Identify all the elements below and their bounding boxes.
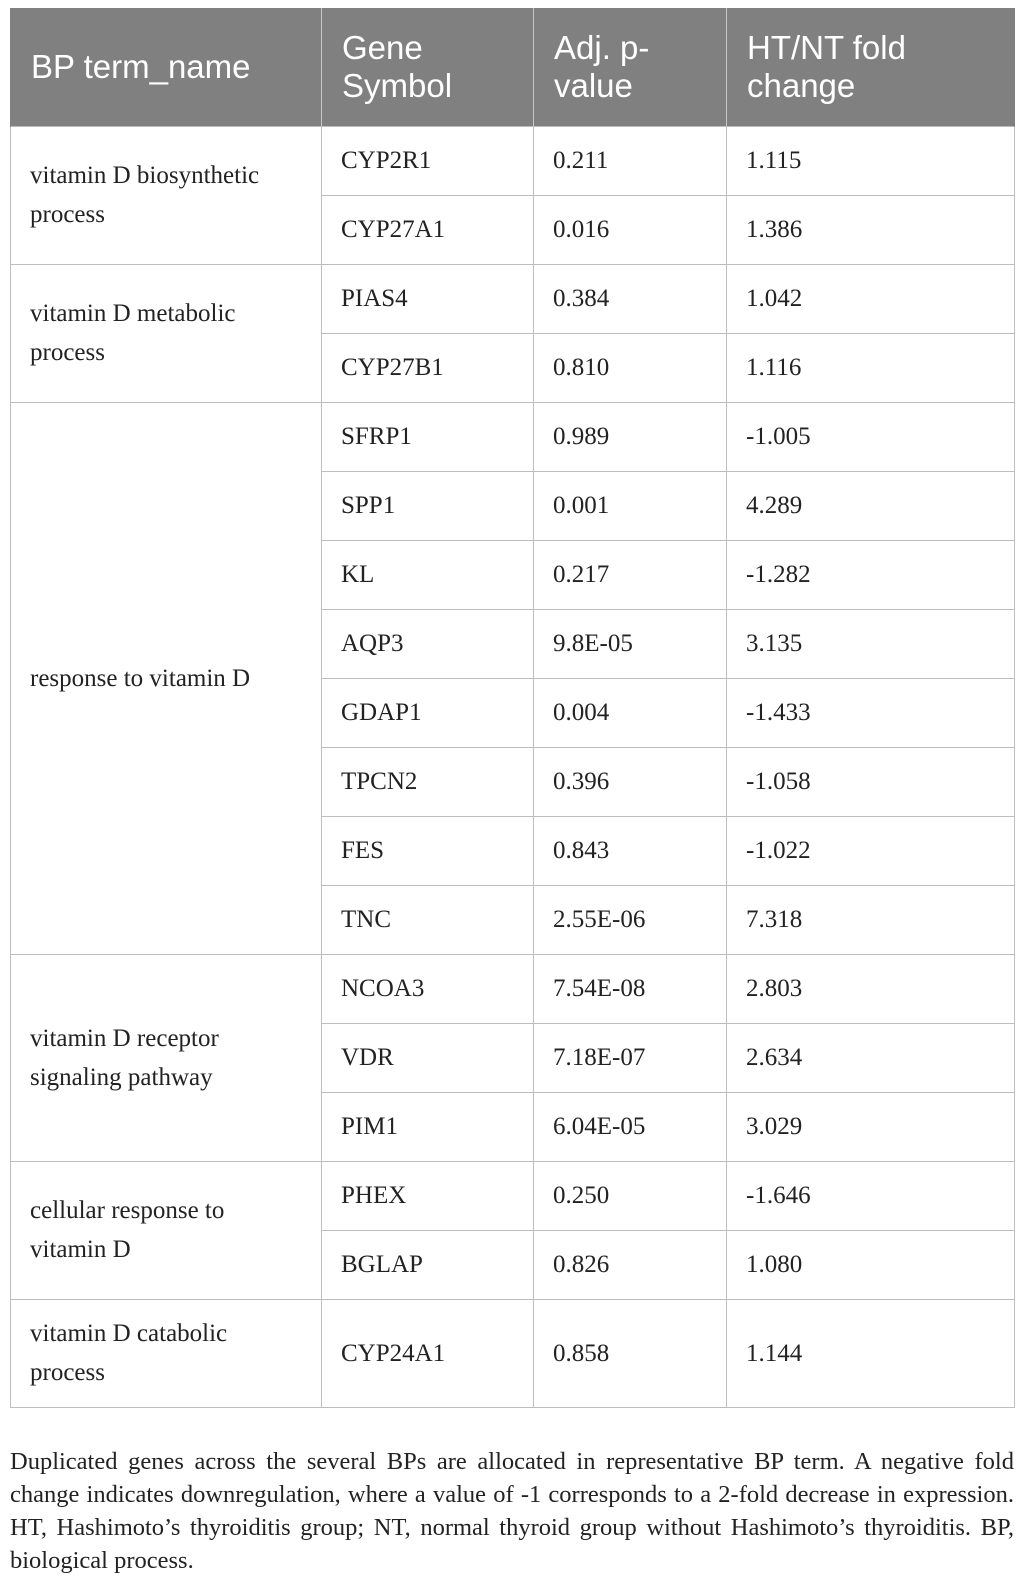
bp-term-cell: response to vitamin D bbox=[11, 402, 322, 954]
adj-p-value-cell: 0.989 bbox=[534, 402, 727, 471]
gene-symbol-cell: FES bbox=[322, 816, 534, 885]
table-container bbox=[10, 8, 1014, 1408]
gene-symbol-cell: PIM1 bbox=[322, 1092, 534, 1161]
header-fold-change: HT/NT fold change bbox=[727, 8, 1015, 126]
adj-p-value-cell: 9.8E-05 bbox=[534, 609, 727, 678]
fold-change-cell: 4.289 bbox=[727, 471, 1015, 540]
bp-term-cell: cellular response to vitamin D bbox=[11, 1161, 322, 1299]
gene-symbol-cell: AQP3 bbox=[322, 609, 534, 678]
fold-change-cell: 2.803 bbox=[727, 954, 1015, 1023]
table-row bbox=[11, 264, 1015, 333]
gene-symbol-cell: SPP1 bbox=[322, 471, 534, 540]
adj-p-value-cell: 2.55E-06 bbox=[534, 885, 727, 954]
bp-term-cell: vitamin D metabolic process bbox=[11, 264, 322, 402]
gene-symbol-cell: BGLAP bbox=[322, 1230, 534, 1299]
fold-change-cell: 1.386 bbox=[727, 195, 1015, 264]
fold-change-cell: 7.318 bbox=[727, 885, 1015, 954]
header-bp-term: BP term_name bbox=[11, 8, 322, 126]
fold-change-cell: -1.282 bbox=[727, 540, 1015, 609]
adj-p-value-cell: 0.001 bbox=[534, 471, 727, 540]
gene-symbol-cell: KL bbox=[322, 540, 534, 609]
table-row bbox=[11, 126, 1015, 195]
fold-change-cell: -1.058 bbox=[727, 747, 1015, 816]
table-row bbox=[11, 1161, 1015, 1230]
table-row bbox=[11, 402, 1015, 471]
adj-p-value-cell: 0.858 bbox=[534, 1299, 727, 1407]
adj-p-value-cell: 7.18E-07 bbox=[534, 1023, 727, 1092]
adj-p-value-cell: 0.843 bbox=[534, 816, 727, 885]
fold-change-cell: -1.005 bbox=[727, 402, 1015, 471]
gene-symbol-cell: CYP2R1 bbox=[322, 126, 534, 195]
table-footnote: Duplicated genes across the several BPs are allocated in representative BP term. A negative fold change indicates downregulation, where a value of -1 corresponds to a 2-fold decrease in expression. HT, Hashimoto’s thyroiditis group; NT, normal thyroid group without Hashimoto’s thyroiditis. BP, biological process. bbox=[10, 1447, 1014, 1574]
gene-symbol-cell: TNC bbox=[322, 885, 534, 954]
gene-symbol-cell: GDAP1 bbox=[322, 678, 534, 747]
fold-change-cell: -1.022 bbox=[727, 816, 1015, 885]
header-gene-symbol: Gene Symbol bbox=[322, 8, 534, 126]
adj-p-value-cell: 0.826 bbox=[534, 1230, 727, 1299]
gene-symbol-cell: PHEX bbox=[322, 1161, 534, 1230]
adj-p-value-cell: 0.810 bbox=[534, 333, 727, 402]
bp-term-cell: vitamin D biosynthetic process bbox=[11, 126, 322, 264]
adj-p-value-cell: 6.04E-05 bbox=[534, 1092, 727, 1161]
table-row bbox=[11, 1299, 1015, 1407]
fold-change-cell: 1.042 bbox=[727, 264, 1015, 333]
adj-p-value-cell: 7.54E-08 bbox=[534, 954, 727, 1023]
adj-p-value-cell: 0.250 bbox=[534, 1161, 727, 1230]
header-adj-p-value: Adj. p-value bbox=[534, 8, 727, 126]
gene-symbol-cell: SFRP1 bbox=[322, 402, 534, 471]
table-row bbox=[11, 954, 1015, 1023]
table-body bbox=[11, 126, 1015, 1407]
header-row bbox=[11, 8, 1015, 126]
fold-change-cell: -1.646 bbox=[727, 1161, 1015, 1230]
adj-p-value-cell: 0.004 bbox=[534, 678, 727, 747]
gene-symbol-cell: CYP24A1 bbox=[322, 1299, 534, 1407]
fold-change-cell: -1.433 bbox=[727, 678, 1015, 747]
fold-change-cell: 3.029 bbox=[727, 1092, 1015, 1161]
gene-symbol-cell: TPCN2 bbox=[322, 747, 534, 816]
gene-table bbox=[10, 8, 1015, 1408]
gene-symbol-cell: VDR bbox=[322, 1023, 534, 1092]
adj-p-value-cell: 0.016 bbox=[534, 195, 727, 264]
fold-change-cell: 1.144 bbox=[727, 1299, 1015, 1407]
adj-p-value-cell: 0.217 bbox=[534, 540, 727, 609]
fold-change-cell: 2.634 bbox=[727, 1023, 1015, 1092]
gene-symbol-cell: PIAS4 bbox=[322, 264, 534, 333]
fold-change-cell: 1.115 bbox=[727, 126, 1015, 195]
bp-term-cell: vitamin D catabolic process bbox=[11, 1299, 322, 1407]
adj-p-value-cell: 0.384 bbox=[534, 264, 727, 333]
gene-symbol-cell: CYP27A1 bbox=[322, 195, 534, 264]
gene-symbol-cell: NCOA3 bbox=[322, 954, 534, 1023]
gene-symbol-cell: CYP27B1 bbox=[322, 333, 534, 402]
adj-p-value-cell: 0.211 bbox=[534, 126, 727, 195]
fold-change-cell: 1.116 bbox=[727, 333, 1015, 402]
fold-change-cell: 1.080 bbox=[727, 1230, 1015, 1299]
bp-term-cell: vitamin D receptor signaling pathway bbox=[11, 954, 322, 1161]
fold-change-cell: 3.135 bbox=[727, 609, 1015, 678]
adj-p-value-cell: 0.396 bbox=[534, 747, 727, 816]
